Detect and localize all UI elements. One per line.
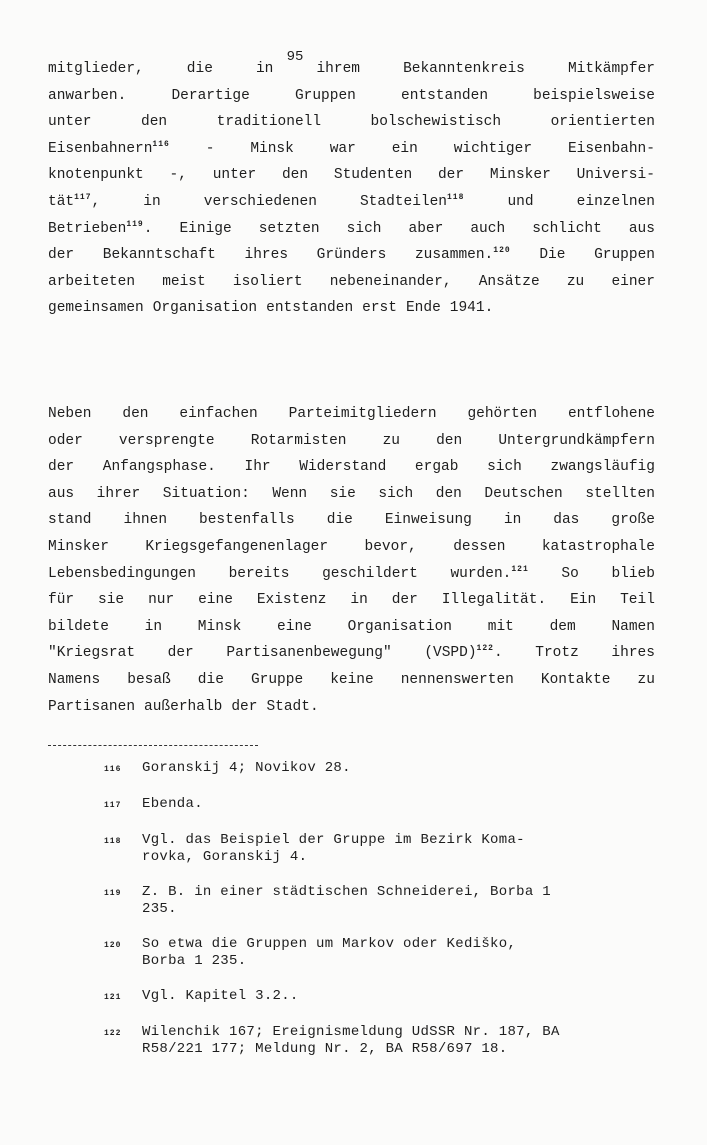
paragraph-1 [48,56,655,322]
text-line: Lebensbedingungen bereits geschildert wurden.$^{121}$ So blieb [48,564,655,582]
text-line: mitglieder, die in ihrem Bekanntenkreis Mitkämpfer [48,61,655,77]
text-line: Partisanen außerhalb der Stadt. [48,698,319,715]
text-line: tät$^{117}$, in verschiedenen Stadteilen$^{118}$ und einzelnen [48,192,655,210]
text-line: Betrieben$^{119}$. Einige setzten sich aber auch schlicht aus [48,219,655,237]
footnote [104,796,664,814]
page-number: 95 [286,49,304,65]
footnote [104,832,664,866]
footnote-ref: 120 [493,246,511,256]
footnote [104,988,664,1006]
footnote-text: Wilenchik 167; Ereignismeldung UdSSR Nr. 187, BA R58/221 177; Meldung Nr. 2, BA R58/697 18. [142,1024,560,1057]
text-line: für sie nur eine Existenz in der Illegalität. Ein Teil [48,592,655,609]
footnote-separator [48,745,258,746]
text-line: bildete in Minsk eine Organisation mit dem Namen [48,618,655,635]
footnote-ref: 121 [511,564,529,574]
text-line: knotenpunkt -, unter den Studenten der Minsker Universi- [48,167,655,184]
text-line: Namens besaß die Gruppe keine nennenswerten Kontakte zu [48,671,655,688]
footnote-number: 116 [104,765,122,774]
paragraph-2 [48,401,655,720]
footnote-text: Vgl. Kapitel 3.2.. [142,988,299,1004]
footnote-number: 118 [104,837,122,846]
text-line: der Bekanntschaft ihres Gründers zusammen.$^{120}$ Die Gruppen [48,246,655,264]
footnote-text: Z. B. in einer städtischen Schneiderei, Borba 1 235. [142,884,551,917]
text-line: "Kriegsrat der Partisanenbewegung" (VSPD)$^{122}$. Trotz ihres [48,644,655,662]
footnote-number: 120 [104,941,122,950]
footnote-text: Vgl. das Beispiel der Gruppe im Bezirk Koma- rovka, Goranskij 4. [142,832,525,865]
text-line: arbeiteten meist isoliert nebeneinander, Ansätze zu einer [48,273,655,290]
footnote-ref: 122 [476,644,494,654]
footnote [104,936,664,970]
footnote-ref: 119 [126,219,144,229]
footnote-text: Goranskij 4; Novikov 28. [142,760,351,776]
footnote-number: 121 [104,993,122,1002]
footnote-ref: 118 [447,192,465,202]
text-line: der Anfangsphase. Ihr Widerstand ergab sich zwangsläufig [48,459,655,476]
text-line: Eisenbahnern$^{116}$ - Minsk war ein wichtiger Eisenbahn- [48,139,655,157]
text-line: Neben den einfachen Parteimitgliedern gehörten entflohene [48,406,655,422]
footnote-text: So etwa die Gruppen um Markov oder Kediško, Borba 1 235. [142,936,517,969]
text-line: Minsker Kriegsgefangenenlager bevor, dessen katastrophale [48,538,655,555]
footnote [104,1024,664,1058]
text-line: gemeinsamen Organisation entstanden erst Ende 1941. [48,300,494,317]
footnotes [104,760,664,1076]
text-line: anwarben. Derartige Gruppen entstanden beispielsweise [48,87,655,104]
footnote-ref: 117 [74,192,92,202]
footnote [104,884,664,918]
footnote-number: 117 [104,801,122,810]
footnote [104,760,664,778]
footnote-text: Ebenda. [142,796,203,812]
text-line: stand ihnen bestenfalls die Einweisung in das große [48,512,655,529]
text-line: aus ihrer Situation: Wenn sie sich den Deutschen stellten [48,485,655,502]
text-line: oder versprengte Rotarmisten zu den Untergrundkämpfern [48,432,655,449]
footnote-ref: 116 [152,139,170,149]
footnote-number: 122 [104,1029,122,1038]
footnote-number: 119 [104,889,122,898]
text-line: unter den traditionell bolschewistisch orientierten [48,114,655,131]
